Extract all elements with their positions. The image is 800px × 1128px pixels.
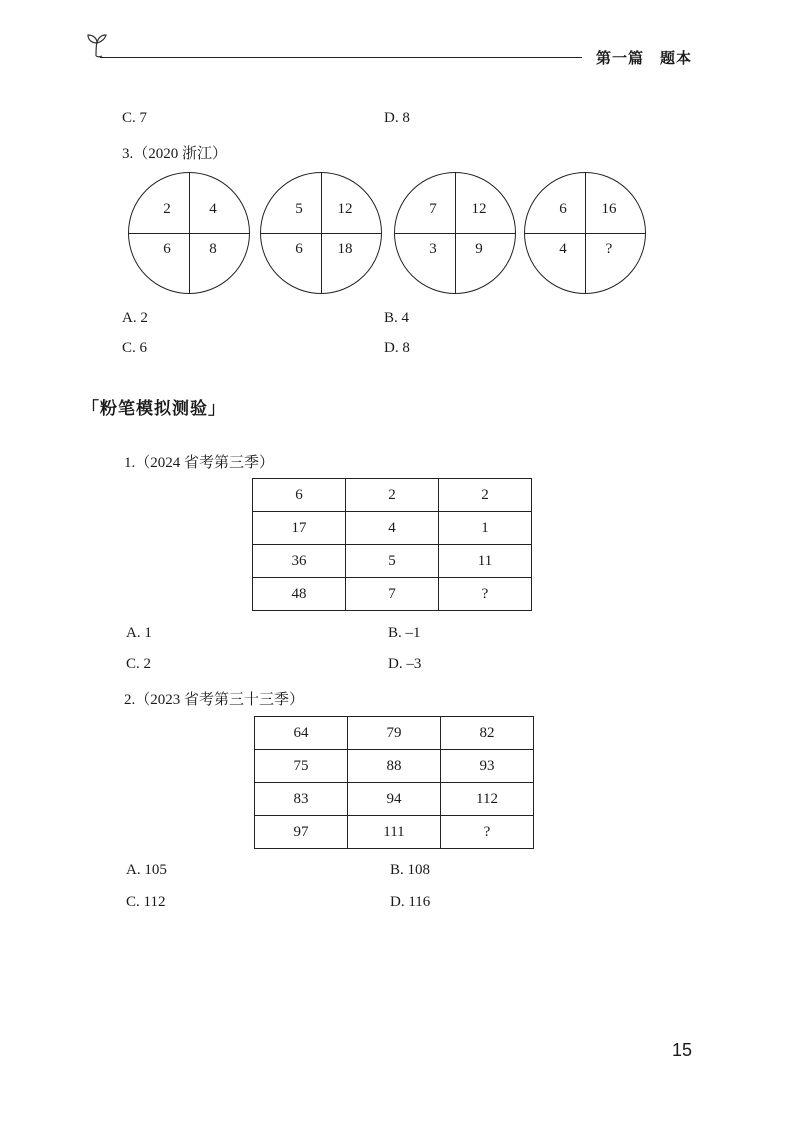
section-title: 「粉笔模拟测验」 xyxy=(82,399,226,419)
number-circle-3 xyxy=(394,172,516,294)
table-cell: 64 xyxy=(255,717,348,750)
option-d: D. 8 xyxy=(384,340,410,356)
table-cell: 111 xyxy=(348,816,441,849)
table-row xyxy=(253,545,532,578)
table-cell: 79 xyxy=(348,717,441,750)
circle-cell: 2 xyxy=(163,201,171,217)
option-c: C. 2 xyxy=(126,656,152,672)
table-row xyxy=(253,479,532,512)
question-title: 1.（2024 省考第三季） xyxy=(124,455,275,471)
option-d: D. 116 xyxy=(390,894,431,910)
circle-cell: 9 xyxy=(475,241,483,257)
table-cell: 36 xyxy=(253,545,346,578)
circle-cell: 6 xyxy=(559,201,567,217)
table-cell: 83 xyxy=(255,783,348,816)
page-number: 15 xyxy=(672,1040,693,1060)
table-cell: 93 xyxy=(441,750,534,783)
option-a: A. 1 xyxy=(126,625,152,641)
table-cell: 82 xyxy=(441,717,534,750)
table-cell: 6 xyxy=(253,479,346,512)
table-row xyxy=(253,512,532,545)
table-cell: 112 xyxy=(441,783,534,816)
table-row xyxy=(255,783,534,816)
circle-cell: 6 xyxy=(163,241,171,257)
table-cell: ? xyxy=(439,578,532,611)
table-row xyxy=(255,717,534,750)
table-row xyxy=(253,578,532,611)
number-circle-2 xyxy=(260,172,382,294)
circle-cell: ? xyxy=(605,241,613,257)
circle-cell: 4 xyxy=(209,201,217,217)
circle-cell: 12 xyxy=(337,201,353,217)
option-c: C. 7 xyxy=(122,110,148,126)
table-cell: 11 xyxy=(439,545,532,578)
question-title: 3.（2020 浙江） xyxy=(122,146,228,162)
option-a: A. 105 xyxy=(126,862,167,878)
table-cell: 17 xyxy=(253,512,346,545)
table-cell: 88 xyxy=(348,750,441,783)
header-title: 第一篇 题本 xyxy=(596,49,693,67)
number-circle-4 xyxy=(524,172,646,294)
table-cell: ? xyxy=(441,816,534,849)
circle-cell: 12 xyxy=(471,201,487,217)
table-cell: 2 xyxy=(346,479,439,512)
table-cell: 5 xyxy=(346,545,439,578)
table-cell: 94 xyxy=(348,783,441,816)
table-cell: 1 xyxy=(439,512,532,545)
option-d: D. 8 xyxy=(384,110,410,126)
option-a: A. 2 xyxy=(122,310,148,326)
option-c: C. 112 xyxy=(126,894,166,910)
circle-cell: 16 xyxy=(601,201,617,217)
sprout-icon xyxy=(82,30,110,58)
table-cell: 48 xyxy=(253,578,346,611)
table-row xyxy=(255,750,534,783)
table-cell: 75 xyxy=(255,750,348,783)
number-table-2 xyxy=(254,716,534,849)
circle-cell: 4 xyxy=(559,241,567,257)
circle-cell: 5 xyxy=(295,201,303,217)
circle-cell: 8 xyxy=(209,241,217,257)
option-c: C. 6 xyxy=(122,340,148,356)
circle-cell: 7 xyxy=(429,201,437,217)
header-rule xyxy=(100,57,582,58)
option-b: B. 4 xyxy=(384,310,410,326)
circle-cell: 3 xyxy=(429,241,437,257)
number-circle-1 xyxy=(128,172,250,294)
question-title: 2.（2023 省考第三十三季） xyxy=(124,692,305,708)
table-cell: 7 xyxy=(346,578,439,611)
option-d: D. –3 xyxy=(388,656,422,672)
circle-cell: 18 xyxy=(337,241,353,257)
option-b: B. 108 xyxy=(390,862,431,878)
table-row xyxy=(255,816,534,849)
circle-cell: 6 xyxy=(295,241,303,257)
table-cell: 97 xyxy=(255,816,348,849)
number-table-1 xyxy=(252,478,532,611)
table-cell: 2 xyxy=(439,479,532,512)
table-cell: 4 xyxy=(346,512,439,545)
option-b: B. –1 xyxy=(388,625,421,641)
